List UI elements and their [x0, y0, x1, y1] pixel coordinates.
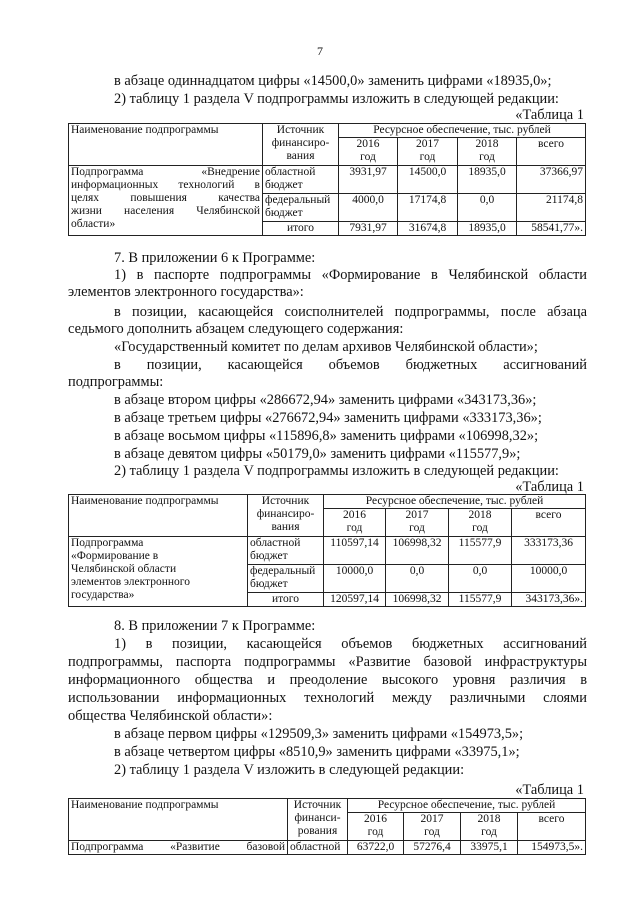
year-2017-header: 2017 год: [386, 509, 449, 537]
value-2017: 106998,32: [386, 593, 449, 607]
total-header: всего: [512, 509, 586, 537]
paragraph-line: в абзаце четвертом цифры «8510,9» заменить цифрами «33975,1»;: [114, 744, 520, 760]
paragraph-line: в позиции, касающейся объемов бюджетных ассигнований: [114, 357, 587, 373]
source-cell: итого: [248, 593, 324, 607]
resource-table-2: [68, 494, 586, 607]
page-number: 7: [317, 44, 323, 58]
table-row: [69, 537, 586, 565]
value-2017: 31674,8: [398, 222, 458, 236]
table-caption: «Таблица 1: [515, 782, 584, 798]
paragraph-line: в абзаце восьмом цифры «115896,8» заменить цифрами «106998,32»;: [114, 428, 539, 444]
source-cell: итого: [263, 222, 339, 236]
paragraph-line: 1) в позиции, касающейся объемов бюджетных ассигнований: [114, 636, 587, 652]
value-total: 58541,77».: [517, 222, 586, 236]
table-header-name: Наименование подпрограммы: [69, 495, 248, 537]
source-cell: областной бюджет: [263, 166, 339, 194]
value-2017: 0,0: [386, 565, 449, 593]
paragraph-line: использовании информационных технологий между различными слоями: [68, 690, 587, 706]
paragraph-line: седьмого дополнить абзацем следующего содержания:: [68, 321, 404, 337]
value-total: 37366,97: [517, 166, 586, 194]
subprogram-name: Подпрограмма «Формирование в Челябинской области элементов электронного государства»: [69, 537, 248, 607]
paragraph-line: в абзаце третьем цифры «276672,94» заменить цифрами «333173,36»;: [114, 410, 542, 426]
table-header-source: Источник финансиро- вания: [248, 495, 324, 537]
table-header-source: Источник финансиро- вания: [263, 124, 339, 166]
paragraph-line: информационного общества и преодоление высокого уровня различия в: [68, 672, 587, 688]
table-row: [69, 841, 586, 855]
value-2018: 115577,9: [449, 537, 512, 565]
paragraph-line: в абзаце одиннадцатом цифры «14500,0» заменить цифрами «18935,0»;: [114, 73, 552, 89]
subprogram-name: Подпрограмма «Внедрение информационных технологий в целях повышения качества жизни населения Челябинской области»: [69, 166, 263, 236]
year-2017-header: 2017 год: [398, 138, 458, 166]
value-2016: 4000,0: [339, 194, 398, 222]
resource-table-1: [68, 123, 586, 236]
resource-table-3: [68, 798, 586, 855]
paragraph-line: в абзаце втором цифры «286672,94» заменить цифрами «343173,36»;: [114, 392, 537, 408]
value-2017: 17174,8: [398, 194, 458, 222]
year-2017-header: 2017 год: [404, 813, 461, 841]
source-cell: федеральный бюджет: [263, 194, 339, 222]
table-caption: «Таблица 1: [515, 479, 584, 495]
paragraph-line: 2) таблицу 1 раздела V изложить в следующей редакции:: [114, 762, 465, 778]
value-2016: 7931,97: [339, 222, 398, 236]
value-2016: 110597,14: [324, 537, 386, 565]
value-2018: 18935,0: [458, 166, 517, 194]
year-2018-header: 2018 год: [458, 138, 517, 166]
section-heading: 8. В приложении 7 к Программе:: [114, 618, 316, 634]
value-2016: 63722,0: [348, 841, 404, 855]
year-2016-header: 2016 год: [348, 813, 404, 841]
value-2018: 0,0: [449, 565, 512, 593]
paragraph-line: общества Челябинской области»:: [68, 708, 273, 724]
year-2016-header: 2016 год: [339, 138, 398, 166]
table-row: [69, 166, 586, 194]
paragraph-line: 1) в паспорте подпрограммы «Формирование в Челябинской области: [114, 267, 587, 283]
table-header-name: Наименование подпрограммы: [69, 799, 288, 841]
paragraph-line: 2) таблицу 1 раздела V подпрограммы изложить в следующей редакции:: [114, 463, 559, 479]
year-2018-header: 2018 год: [461, 813, 518, 841]
value-total: 21174,8: [517, 194, 586, 222]
value-total: 10000,0: [512, 565, 586, 593]
value-total: 154973,5».: [518, 841, 586, 855]
value-2016: 3931,97: [339, 166, 398, 194]
subprogram-name: Подпрограмма «Развитие базовой: [69, 841, 288, 855]
source-cell: областной бюджет: [248, 537, 324, 565]
section-heading: 7. В приложении 6 к Программе:: [114, 250, 316, 266]
paragraph-line: в позиции, касающейся соисполнителей подпрограммы, после абзаца: [114, 304, 587, 320]
total-header: всего: [517, 138, 586, 166]
paragraph-line: подпрограммы, паспорта подпрограммы «Развитие базовой инфраструктуры: [68, 654, 587, 670]
year-2018-header: 2018 год: [449, 509, 512, 537]
paragraph-line: в абзаце девятом цифры «50179,0» заменить цифрами «115577,9»;: [114, 446, 521, 462]
source-cell: федеральный бюджет: [248, 565, 324, 593]
table-header-source: Источник финанси- рования: [288, 799, 348, 841]
paragraph-line: элементов электронного государства»:: [68, 284, 304, 300]
table-header-resource: Ресурсное обеспечение, тыс. рублей: [348, 799, 586, 813]
value-2018: 115577,9: [449, 593, 512, 607]
table-header-name: Наименование подпрограммы: [69, 124, 263, 166]
paragraph-line: подпрограммы:: [68, 374, 164, 390]
value-2018: 33975,1: [461, 841, 518, 855]
paragraph-line: «Государственный комитет по делам архивов Челябинской области»;: [114, 339, 538, 355]
table-header-resource: Ресурсное обеспечение, тыс. рублей: [339, 124, 586, 138]
value-2017: 14500,0: [398, 166, 458, 194]
total-header: всего: [518, 813, 586, 841]
value-2016: 120597,14: [324, 593, 386, 607]
year-2016-header: 2016 год: [324, 509, 386, 537]
value-total: 333173,36: [512, 537, 586, 565]
value-total: 343173,36».: [512, 593, 586, 607]
paragraph-line: в абзаце первом цифры «129509,3» заменить цифрами «154973,5»;: [114, 726, 524, 742]
table-header-resource: Ресурсное обеспечение, тыс. рублей: [324, 495, 586, 509]
table-caption: «Таблица 1: [515, 107, 584, 123]
value-2016: 10000,0: [324, 565, 386, 593]
source-cell: областной: [288, 841, 348, 855]
value-2018: 18935,0: [458, 222, 517, 236]
value-2017: 106998,32: [386, 537, 449, 565]
value-2017: 57276,4: [404, 841, 461, 855]
paragraph-line: 2) таблицу 1 раздела V подпрограммы изложить в следующей редакции:: [114, 91, 559, 107]
value-2018: 0,0: [458, 194, 517, 222]
